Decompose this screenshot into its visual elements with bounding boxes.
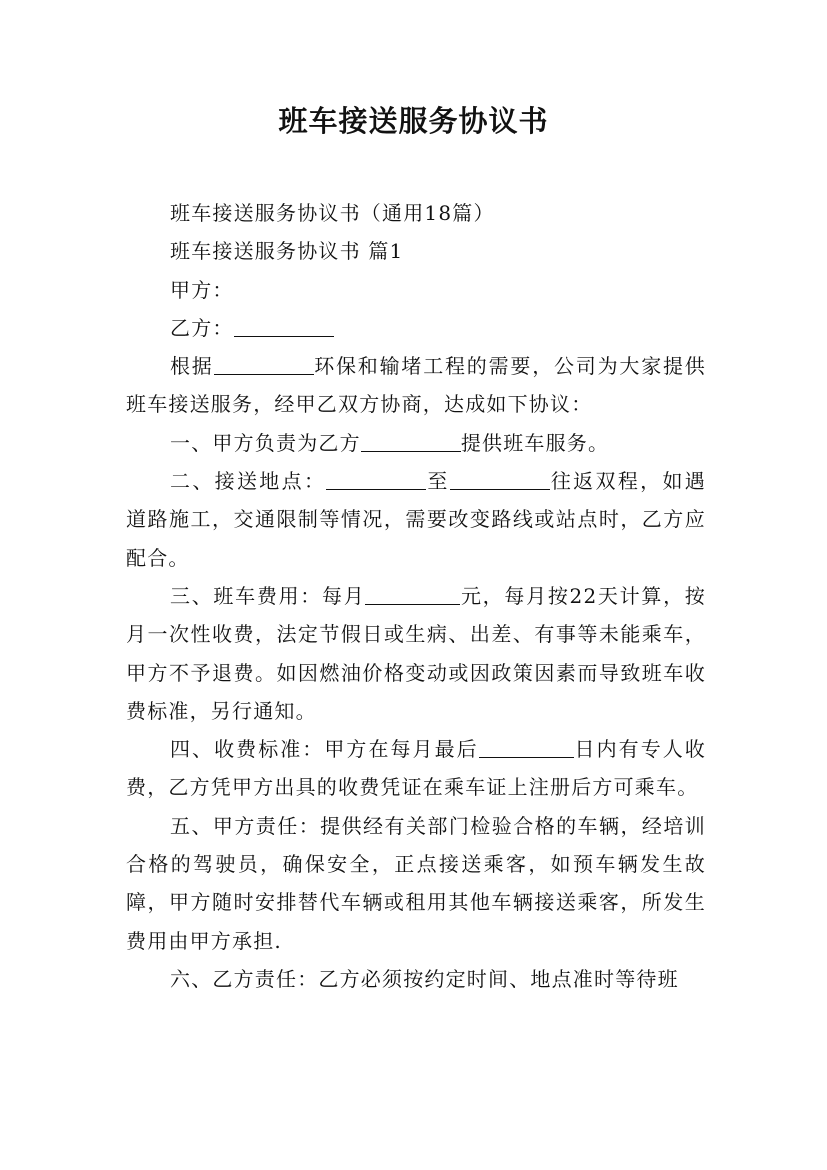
- intro-text-a: 根据: [170, 354, 214, 379]
- clause-1-text-a: 一、甲方负责为乙方: [170, 430, 361, 455]
- heading-line: [126, 194, 706, 232]
- clause-1: [126, 424, 706, 462]
- party-b-line: [126, 309, 706, 347]
- clause-6-text: 六、乙方责任：乙方必须按约定时间、地点准时等待班: [170, 966, 679, 991]
- paragraph-intro: [126, 347, 706, 424]
- section-line: [126, 232, 706, 270]
- intro-text-b: 环保和输堵工程的需要，公司为大家提供班车接送服务，经甲乙双方协商，达成如下协议：: [126, 354, 706, 417]
- clause-2-blank-from: [326, 469, 426, 490]
- clause-1-text-b: 提供班车服务。: [460, 430, 610, 455]
- party-a-line: [126, 271, 706, 309]
- clause-3-blank: [365, 584, 460, 605]
- clause-5-text: 五、甲方责任：提供经有关部门检验合格的车辆，经培训合格的驾驶员，确保安全，正点接送乘客，如预车辆发生故障，甲方随时安排替代车辆或租用其他车辆接送乘客，所发生费用由甲方承担.: [126, 813, 706, 953]
- clause-1-blank: [361, 431, 461, 452]
- clause-2-text-a: 二、接送地点：: [170, 469, 327, 494]
- document-title: 班车接送服务协议书: [278, 104, 549, 138]
- clause-2: [126, 462, 706, 577]
- clause-2-text-b: 至: [426, 469, 450, 494]
- document-body: [126, 194, 706, 998]
- clause-4: [126, 730, 706, 807]
- party-b-label: 乙方：: [170, 315, 234, 340]
- clause-4-blank: [479, 737, 574, 758]
- clause-4-text-b: 日内有专人收费，乙方凭甲方出具的收费凭证在乘车证上注册后方可乘车。: [126, 737, 706, 800]
- clause-3-text-b: 元，每月按22天计算，按月一次性收费，法定节假日或生病、出差、有事等未能乘车，甲方不予退费。如因燃油价格变动或因政策因素而导致班车收费标准，另行通知。: [126, 583, 706, 723]
- clause-5: [126, 807, 706, 960]
- clause-3-text-a: 三、班车费用：每月: [170, 583, 366, 608]
- clause-2-text-c: 往返双程，如遇道路施工，交通限制等情况，需要改变路线或站点时，乙方应配合。: [126, 469, 707, 570]
- clause-3: [126, 577, 706, 730]
- clause-4-text-a: 四、收费标准：甲方在每月最后: [170, 737, 479, 762]
- party-b-blank: [234, 316, 334, 337]
- heading-text: 班车接送服务协议书（通用18篇）: [170, 201, 495, 225]
- party-a-label: 甲方：: [170, 277, 234, 302]
- clause-6: [126, 960, 706, 998]
- intro-blank: [214, 354, 314, 375]
- section-text: 班车接送服务协议书 篇1: [170, 239, 404, 264]
- clause-2-blank-to: [450, 469, 550, 490]
